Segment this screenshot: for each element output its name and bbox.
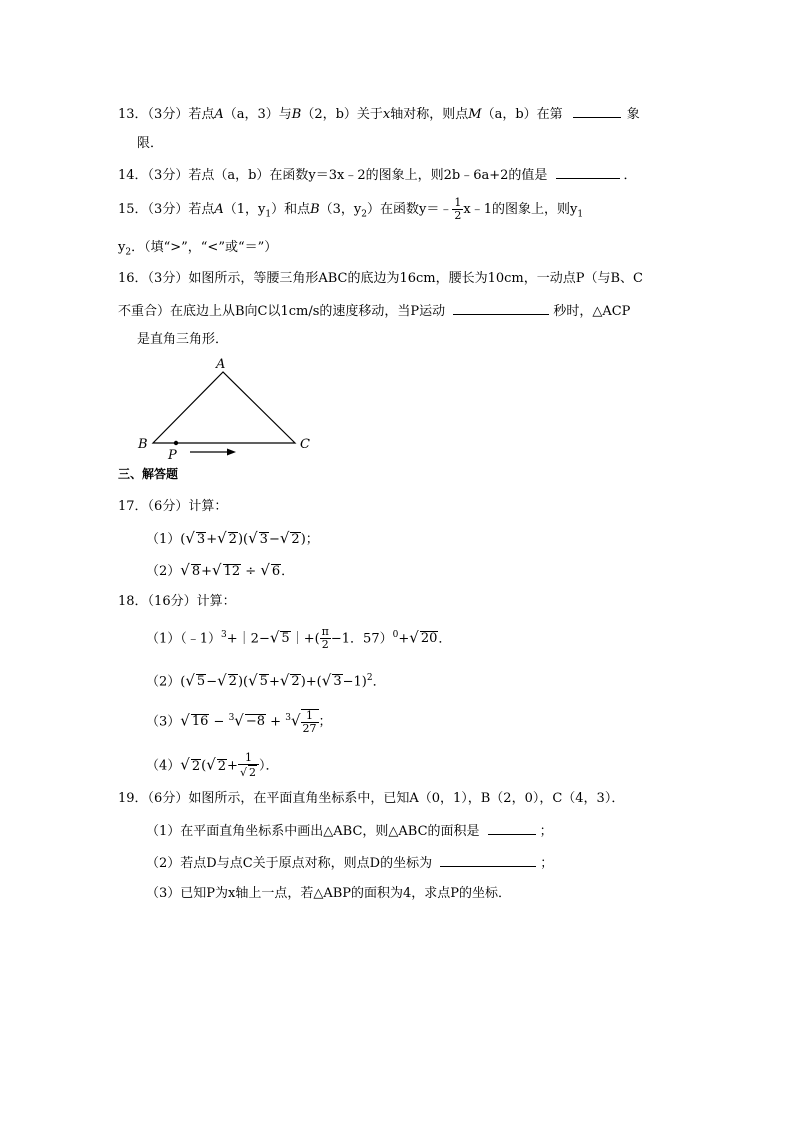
q19-text: （1）在平面直角坐标系中画出△ABC，则△ABC的面积是 — [146, 824, 480, 839]
q13-text: 轴对称，则点 — [390, 107, 469, 122]
part-label: （2） — [146, 564, 181, 579]
question-19-line-1: 19．（6分）如图所示，在平面直角坐标系中，已知A（0，1），B（2，0），C（4，3）． — [118, 791, 625, 806]
question-17-part-1: （1）(√ 3+√ 2)(√ 3−√ 2)； — [146, 529, 319, 547]
answer-blank[interactable] — [556, 164, 620, 179]
root-index: 3 — [228, 713, 235, 723]
radicand: 12 — [223, 564, 241, 579]
label-a: A — [216, 357, 226, 372]
q15-text: x﹣1的图象上，则y — [463, 202, 578, 217]
q15-text: （3，y — [319, 202, 362, 217]
arrow-head-icon — [227, 449, 236, 456]
q19-text: （2）若点D与点C关于原点对称，则点D的坐标为 — [146, 856, 433, 871]
fraction-numerator: 1 — [238, 752, 259, 765]
fraction-denominator: √ 2 — [239, 766, 256, 779]
answer-blank[interactable] — [453, 300, 549, 315]
radicand: 5 — [196, 674, 206, 690]
question-19-part-3: （3）已知P为x轴上一点，若△ABP的面积为4，求点P的坐标． — [146, 886, 512, 901]
radicand: 2 — [291, 674, 300, 690]
radicand: 3 — [333, 674, 342, 690]
q13-point-m: M — [468, 107, 482, 122]
root-index: 3 — [285, 713, 291, 723]
q13-text: （a，b）在第 — [481, 107, 563, 122]
radicand: 16 — [191, 714, 209, 730]
radicand: 2 — [248, 766, 256, 779]
question-14 — [118, 164, 637, 186]
radicand: 3 — [259, 532, 268, 547]
answer-blank[interactable] — [488, 820, 536, 835]
q15-point-b: B — [310, 202, 320, 217]
q15-text: ．（填“>”，“<”或“＝”） — [131, 240, 278, 255]
question-18-part-2: （2）(√ 5−√ 2)(√ 5+√ 2)+(√ 3−1)$^2$． — [146, 671, 386, 690]
triangle-abc — [153, 372, 295, 443]
q16-text: 秒时，△ACP — [553, 304, 631, 319]
fraction-denominator: 27 — [302, 721, 317, 735]
question-13-line-2: 限． — [137, 136, 164, 151]
q15-text: ）在函数y＝﹣ — [367, 202, 453, 217]
label-b: B — [138, 437, 148, 452]
q15-text: （1，y — [223, 202, 266, 217]
fraction — [452, 197, 463, 222]
fraction — [320, 626, 331, 651]
question-13-line-1 — [118, 103, 640, 125]
fraction-numerator: 1 — [454, 196, 462, 209]
exponent: 2 — [366, 673, 373, 683]
expr-text: + — [398, 631, 410, 647]
q15-text: y — [118, 240, 126, 255]
radicand: 5 — [281, 631, 290, 647]
q13-text: （a，3）与 — [223, 107, 292, 122]
exponent: 3 — [221, 630, 227, 640]
punctuation: ）． — [258, 758, 279, 774]
punctuation: ． — [372, 674, 386, 690]
radicand: 2 — [217, 758, 227, 774]
radicand: 3 — [196, 532, 206, 547]
subscript: 1 — [577, 209, 584, 220]
q16-text: 不重合）在底边上从B向C以1cm/s的速度移动，当P运动 — [118, 304, 446, 319]
fraction — [238, 752, 259, 780]
section-heading: 三、解答题 — [118, 467, 179, 481]
q15-text: 15．（3分）若点 — [118, 202, 215, 217]
radicand: 2 — [291, 532, 300, 547]
radicand: 6 — [271, 564, 281, 579]
punctuation: ； — [318, 714, 332, 730]
q14-text: ． — [623, 168, 637, 183]
question-16-line-1: 16．（3分）如图所示，等腰三角形ABC的底边为16cm，腰长为10cm，一动点P（与B、C — [118, 271, 643, 286]
question-18-part-3: （3）√ 16 − $^3$√ −8 + $^3$√ $\frac{1}{27}$ ； — [146, 708, 332, 735]
radicand: 8 — [191, 564, 201, 579]
expr-text: −1．57） — [330, 631, 393, 647]
punctuation: ； — [540, 856, 554, 871]
radicand: 2 — [228, 532, 237, 547]
punctuation: ． — [281, 564, 295, 579]
radicand: −8 — [245, 714, 266, 730]
fraction-denominator: 2 — [321, 638, 329, 652]
label-c: C — [300, 437, 310, 452]
question-17-part-2: （2）√ 8+√ 12 ÷ √ 6． — [146, 561, 295, 579]
expr-text: ｜+( — [290, 631, 320, 647]
q15-text: ）和点 — [271, 202, 311, 217]
radicand: 20 — [420, 631, 438, 647]
question-19-part-2 — [146, 852, 553, 874]
fraction-numerator: 1 — [301, 710, 319, 723]
q13-text: 13．（3分）若点 — [118, 107, 215, 122]
question-16-line-2 — [118, 300, 630, 322]
question-19-part-1 — [146, 820, 553, 842]
triangle-figure — [130, 352, 330, 462]
question-15-line-1 — [118, 197, 583, 225]
part-label: （4） — [146, 758, 181, 774]
exponent: 0 — [392, 630, 399, 640]
radicand: 2 — [228, 674, 237, 690]
answer-blank[interactable] — [440, 852, 536, 867]
q13-point-b: B — [291, 107, 302, 122]
q13-axis-x: x — [382, 107, 391, 122]
part-label: （2） — [146, 674, 181, 690]
q13-point-a: A — [214, 107, 224, 122]
part-label: （3） — [146, 714, 181, 730]
answer-blank[interactable] — [573, 103, 621, 118]
punctuation: ； — [305, 532, 319, 547]
expr-text: +｜2− — [226, 631, 270, 647]
question-18-part-1: （1）（﹣1）$^3$+｜2−√ 5｜+( $\frac{\pi}{2}$ −1．57）$^0$+√ 20． — [146, 625, 452, 652]
subscript: 2 — [125, 247, 132, 258]
question-15-line-2 — [118, 238, 277, 263]
question-18-title: 18．（16分）计算： — [118, 594, 236, 609]
q13-text: 象 — [626, 107, 640, 122]
point-p — [174, 441, 178, 445]
fraction-numerator: π — [321, 625, 329, 639]
fraction-denominator: 2 — [454, 209, 462, 222]
q13-text: （2，b）关于 — [301, 107, 383, 122]
question-18-part-4: （4）√ 2(√ 2+ $\frac{1}{√ 2}$ ）． — [146, 751, 279, 779]
question-17-title: 17．（6分）计算： — [118, 499, 228, 514]
subscript: 1 — [265, 209, 272, 220]
q15-point-a: A — [214, 202, 224, 217]
subscript: 2 — [361, 209, 368, 220]
q14-text: 14．（3分）若点（a，b）在函数y＝3x﹣2的图象上，则2b﹣6a+2的值是 — [118, 168, 548, 183]
punctuation: ． — [438, 631, 452, 647]
punctuation: ； — [539, 824, 553, 839]
fraction — [301, 709, 319, 735]
radicand: 2 — [191, 758, 201, 774]
part-label: （1） — [146, 532, 181, 547]
part-label: （1）（﹣1） — [146, 631, 222, 647]
question-16-line-3: 是直角三角形． — [137, 332, 229, 347]
label-p: P — [168, 448, 177, 462]
radicand: 5 — [259, 674, 268, 690]
